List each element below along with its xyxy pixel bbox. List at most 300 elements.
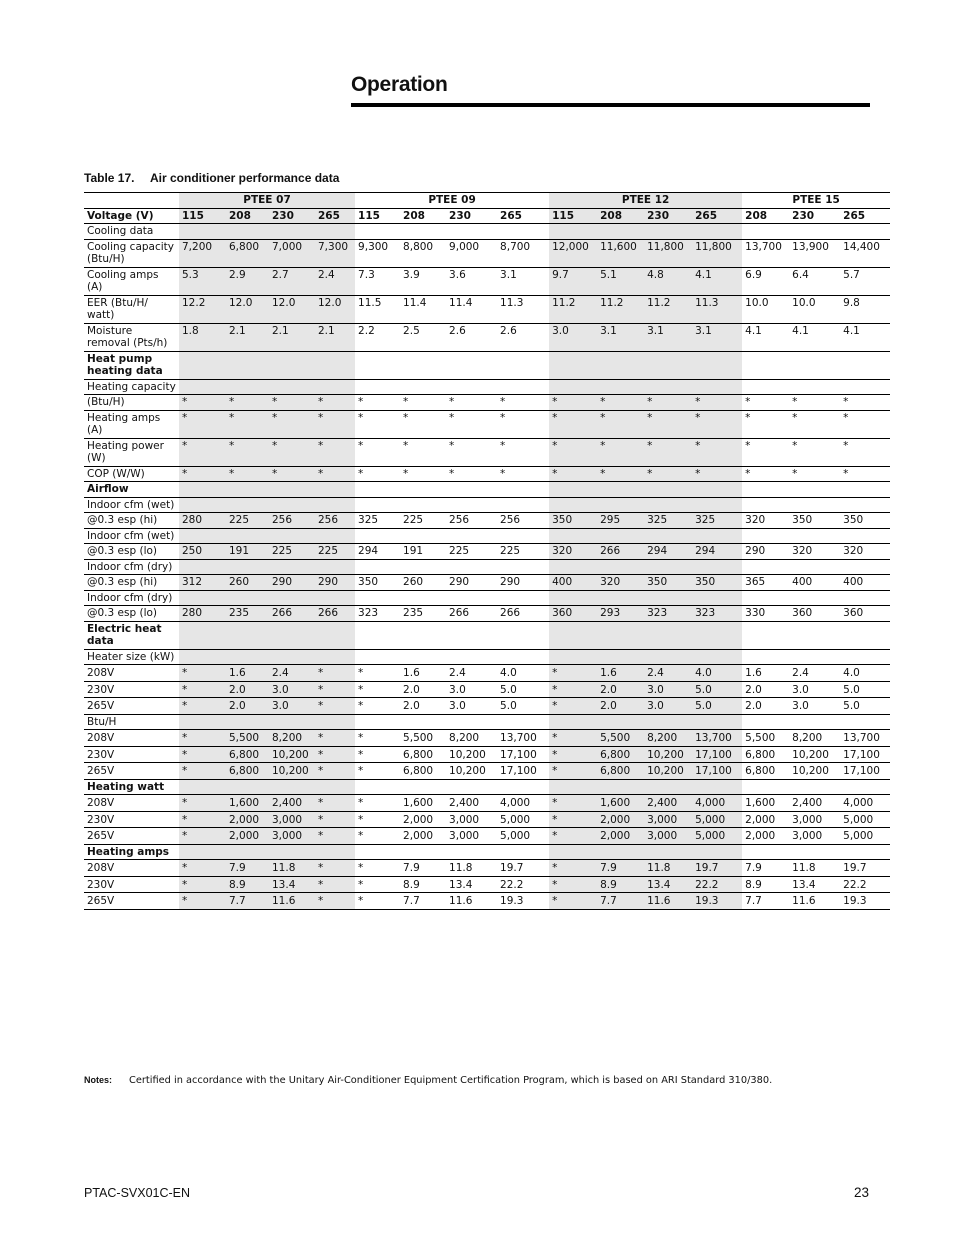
table-cell: 5,000 xyxy=(692,828,742,845)
table-cell: 4.0 xyxy=(692,665,742,682)
row-label: Airflow xyxy=(84,482,179,498)
row-label: 265V xyxy=(84,763,179,780)
table-cell xyxy=(446,649,497,665)
table-cell xyxy=(269,649,315,665)
table-cell xyxy=(742,714,789,730)
table-cell: * xyxy=(315,438,355,466)
table-cell: 266 xyxy=(497,606,549,622)
table-cell: 2,000 xyxy=(597,828,644,845)
table-cell: 11.2 xyxy=(549,295,597,323)
table-cell xyxy=(742,224,789,240)
model-header: PTEE 12 xyxy=(549,193,742,209)
voltage-header: 208 xyxy=(226,208,269,224)
table-cell: 225 xyxy=(497,544,549,560)
table-cell: 7.9 xyxy=(400,860,446,877)
table-cell: 225 xyxy=(446,544,497,560)
table-cell xyxy=(269,224,315,240)
table-cell xyxy=(400,528,446,544)
table-cell: * xyxy=(549,860,597,877)
table-cell xyxy=(789,590,840,606)
row-label: Indoor cfm (wet) xyxy=(84,528,179,544)
table-row xyxy=(84,379,890,395)
table-cell: 17,100 xyxy=(497,763,549,780)
section-title-rule xyxy=(351,103,870,107)
table-cell: 266 xyxy=(269,606,315,622)
table-cell: * xyxy=(597,438,644,466)
table-cell: 280 xyxy=(179,606,226,622)
table-cell: 8,700 xyxy=(497,239,549,267)
table-cell: * xyxy=(692,395,742,411)
table-cell: 350 xyxy=(549,513,597,529)
table-cell xyxy=(840,779,890,795)
row-label: Heating power (W) xyxy=(84,438,179,466)
table-cell: 13.4 xyxy=(446,876,497,893)
table-cell xyxy=(742,351,789,379)
table-cell xyxy=(692,351,742,379)
table-cell xyxy=(497,497,549,513)
table-cell: 6.9 xyxy=(742,267,789,295)
table-cell: * xyxy=(549,876,597,893)
table-cell: 4.1 xyxy=(692,267,742,295)
table-cell xyxy=(644,497,692,513)
table-cell xyxy=(315,224,355,240)
table-cell: 3.0 xyxy=(549,323,597,351)
table-cell xyxy=(226,649,269,665)
model-header: PTEE 15 xyxy=(742,193,890,209)
table-cell: 400 xyxy=(549,575,597,591)
table-cell: * xyxy=(742,410,789,438)
table-cell xyxy=(355,621,400,649)
table-cell: 2.1 xyxy=(315,323,355,351)
table-cell xyxy=(597,621,644,649)
table-cell xyxy=(179,224,226,240)
table-cell: 5,000 xyxy=(692,811,742,828)
table-cell xyxy=(315,559,355,575)
table-row xyxy=(84,410,890,438)
table-cell: 360 xyxy=(840,606,890,622)
table-cell: * xyxy=(226,410,269,438)
row-label: Cooling capacity (Btu/H) xyxy=(84,239,179,267)
table-cell xyxy=(789,379,840,395)
table-cell: * xyxy=(597,395,644,411)
table-cell: 290 xyxy=(315,575,355,591)
table-cell: 2.9 xyxy=(226,267,269,295)
table-cell: 5.7 xyxy=(840,267,890,295)
table-cell xyxy=(269,379,315,395)
table-cell: * xyxy=(315,698,355,715)
table-cell xyxy=(644,621,692,649)
table-cell: 12.0 xyxy=(269,295,315,323)
table-cell: 7.7 xyxy=(597,893,644,910)
table-cell: 256 xyxy=(315,513,355,529)
table-cell xyxy=(549,497,597,513)
table-cell: 3,000 xyxy=(269,811,315,828)
row-label: Heating capacity xyxy=(84,379,179,395)
table-cell xyxy=(355,559,400,575)
table-cell xyxy=(840,528,890,544)
table-cell xyxy=(497,714,549,730)
table-cell: 294 xyxy=(644,544,692,560)
table-cell xyxy=(497,224,549,240)
table-caption xyxy=(84,171,339,185)
row-label: Heating amps xyxy=(84,844,179,860)
table-cell xyxy=(692,649,742,665)
table-cell xyxy=(549,224,597,240)
table-cell xyxy=(497,351,549,379)
table-cell xyxy=(446,482,497,498)
model-header-row xyxy=(84,193,890,209)
table-cell: 266 xyxy=(315,606,355,622)
table-cell: * xyxy=(497,438,549,466)
table-cell: 2.0 xyxy=(400,698,446,715)
table-cell xyxy=(497,649,549,665)
table-cell: 1,600 xyxy=(742,795,789,812)
table-row xyxy=(84,323,890,351)
table-cell: * xyxy=(400,410,446,438)
voltage-header: 208 xyxy=(742,208,789,224)
table-cell: 3.0 xyxy=(269,698,315,715)
table-cell xyxy=(597,379,644,395)
row-label: Indoor cfm (wet) xyxy=(84,497,179,513)
table-cell: 320 xyxy=(549,544,597,560)
table-cell xyxy=(226,224,269,240)
table-cell: * xyxy=(400,438,446,466)
table-cell: 1.6 xyxy=(742,665,789,682)
table-cell: * xyxy=(355,410,400,438)
table-cell: * xyxy=(355,828,400,845)
table-cell: * xyxy=(179,795,226,812)
table-cell: 13,700 xyxy=(497,730,549,747)
table-cell: 8,800 xyxy=(400,239,446,267)
table-cell: 5,500 xyxy=(226,730,269,747)
table-cell: 10,200 xyxy=(789,763,840,780)
table-cell xyxy=(269,497,315,513)
table-cell: 1.6 xyxy=(597,665,644,682)
table-row xyxy=(84,860,890,877)
table-cell: * xyxy=(446,438,497,466)
table-cell xyxy=(644,779,692,795)
header-blank-cell xyxy=(84,193,179,209)
table-cell: 2,000 xyxy=(742,811,789,828)
table-cell: * xyxy=(226,438,269,466)
table-cell: 11.4 xyxy=(400,295,446,323)
table-cell: * xyxy=(269,410,315,438)
row-label: @0.3 esp (lo) xyxy=(84,544,179,560)
table-cell xyxy=(269,351,315,379)
table-cell: * xyxy=(179,665,226,682)
table-cell: 10.0 xyxy=(742,295,789,323)
table-cell: 350 xyxy=(789,513,840,529)
table-cell: 11.6 xyxy=(446,893,497,910)
table-cell xyxy=(400,497,446,513)
table-cell xyxy=(597,482,644,498)
table-cell: * xyxy=(179,395,226,411)
table-row xyxy=(84,621,890,649)
table-cell xyxy=(742,649,789,665)
table-cell: 5.0 xyxy=(692,698,742,715)
table-cell: * xyxy=(315,876,355,893)
table-row xyxy=(84,681,890,698)
table-cell xyxy=(597,559,644,575)
table-cell: 19.3 xyxy=(840,893,890,910)
table-cell: * xyxy=(355,438,400,466)
row-label: 208V xyxy=(84,730,179,747)
table-cell: 1.6 xyxy=(226,665,269,682)
table-cell xyxy=(597,844,644,860)
table-cell xyxy=(269,482,315,498)
table-cell xyxy=(355,649,400,665)
table-cell: 6,800 xyxy=(742,763,789,780)
table-cell: * xyxy=(742,438,789,466)
table-cell xyxy=(597,224,644,240)
table-cell: * xyxy=(315,410,355,438)
table-cell: 290 xyxy=(269,575,315,591)
table-cell xyxy=(315,482,355,498)
table-cell xyxy=(644,379,692,395)
table-cell xyxy=(789,649,840,665)
table-cell: * xyxy=(179,438,226,466)
table-cell xyxy=(692,621,742,649)
table-cell xyxy=(497,528,549,544)
table-cell: 3,000 xyxy=(446,811,497,828)
table-cell xyxy=(742,379,789,395)
table-row xyxy=(84,811,890,828)
table-cell xyxy=(840,497,890,513)
table-cell xyxy=(400,559,446,575)
table-cell: 350 xyxy=(840,513,890,529)
table-cell: 225 xyxy=(269,544,315,560)
row-label: COP (W/W) xyxy=(84,466,179,482)
table-cell: * xyxy=(355,763,400,780)
table-cell: 3,000 xyxy=(789,828,840,845)
table-cell: * xyxy=(179,828,226,845)
table-cell xyxy=(179,351,226,379)
table-cell: 2.0 xyxy=(742,681,789,698)
table-cell xyxy=(549,621,597,649)
table-cell: 4.8 xyxy=(644,267,692,295)
table-cell: 11.8 xyxy=(446,860,497,877)
table-row xyxy=(84,497,890,513)
table-cell xyxy=(179,714,226,730)
row-label: 230V xyxy=(84,876,179,893)
table-cell: * xyxy=(742,395,789,411)
table-cell: 6.4 xyxy=(789,267,840,295)
table-cell: 10,200 xyxy=(789,746,840,763)
table-cell: 6,800 xyxy=(226,763,269,780)
table-cell xyxy=(226,528,269,544)
table-cell: 7.3 xyxy=(355,267,400,295)
table-cell: * xyxy=(269,438,315,466)
table-cell: 400 xyxy=(789,575,840,591)
table-cell: 6,800 xyxy=(742,746,789,763)
table-row xyxy=(84,698,890,715)
table-cell xyxy=(549,649,597,665)
table-cell xyxy=(400,351,446,379)
row-label: Heating amps (A) xyxy=(84,410,179,438)
table-cell: 312 xyxy=(179,575,226,591)
table-cell: 295 xyxy=(597,513,644,529)
table-cell: * xyxy=(840,438,890,466)
table-cell xyxy=(400,224,446,240)
table-cell xyxy=(549,779,597,795)
table-row xyxy=(84,665,890,682)
table-cell: 13.4 xyxy=(269,876,315,893)
table-cell xyxy=(840,482,890,498)
table-cell: 360 xyxy=(549,606,597,622)
table-cell: 5.0 xyxy=(840,698,890,715)
table-cell: 2,000 xyxy=(597,811,644,828)
table-cell: * xyxy=(355,860,400,877)
table-cell: 7.7 xyxy=(742,893,789,910)
row-label: Indoor cfm (dry) xyxy=(84,590,179,606)
document-id: PTAC-SVX01C-EN xyxy=(84,1186,191,1200)
table-cell: 5.0 xyxy=(497,681,549,698)
performance-table xyxy=(84,192,890,910)
table-cell: 2.0 xyxy=(226,698,269,715)
table-cell: * xyxy=(400,466,446,482)
table-cell: * xyxy=(497,466,549,482)
table-cell xyxy=(644,649,692,665)
table-cell: 325 xyxy=(692,513,742,529)
table-cell: 22.2 xyxy=(840,876,890,893)
table-cell: 7.9 xyxy=(742,860,789,877)
table-cell: 9.7 xyxy=(549,267,597,295)
voltage-header: 265 xyxy=(840,208,890,224)
table-cell: 9,000 xyxy=(446,239,497,267)
table-cell: 4,000 xyxy=(497,795,549,812)
table-cell xyxy=(179,844,226,860)
table-cell: 3.0 xyxy=(446,698,497,715)
voltage-header: 208 xyxy=(597,208,644,224)
table-cell: 9,300 xyxy=(355,239,400,267)
table-cell xyxy=(789,714,840,730)
table-cell: 12.0 xyxy=(315,295,355,323)
table-row xyxy=(84,351,890,379)
table-cell: 3.1 xyxy=(644,323,692,351)
table-cell xyxy=(789,559,840,575)
table-cell xyxy=(355,351,400,379)
table-cell: 13,900 xyxy=(789,239,840,267)
table-cell: * xyxy=(446,466,497,482)
table-cell: 6,800 xyxy=(597,746,644,763)
page-number: 23 xyxy=(854,1185,870,1200)
table-cell: * xyxy=(315,730,355,747)
table-cell: 3.0 xyxy=(644,681,692,698)
table-cell: 4.0 xyxy=(840,665,890,682)
table-cell xyxy=(840,351,890,379)
table-cell: * xyxy=(446,395,497,411)
table-row xyxy=(84,395,890,411)
table-title: Air conditioner performance data xyxy=(150,171,340,185)
table-cell: * xyxy=(789,410,840,438)
table-row xyxy=(84,575,890,591)
table-cell xyxy=(179,559,226,575)
table-cell xyxy=(179,590,226,606)
table-cell: 9.8 xyxy=(840,295,890,323)
table-cell xyxy=(644,482,692,498)
table-cell xyxy=(742,482,789,498)
table-cell xyxy=(179,497,226,513)
table-cell xyxy=(400,482,446,498)
table-cell: 4,000 xyxy=(692,795,742,812)
table-cell xyxy=(549,590,597,606)
table-cell: * xyxy=(355,395,400,411)
table-cell xyxy=(742,844,789,860)
table-cell: 250 xyxy=(179,544,226,560)
row-label: Heat pump heating data xyxy=(84,351,179,379)
table-cell xyxy=(355,714,400,730)
table-cell: * xyxy=(789,466,840,482)
table-cell: 3.1 xyxy=(497,267,549,295)
voltage-header: 265 xyxy=(692,208,742,224)
table-cell xyxy=(226,559,269,575)
table-cell: * xyxy=(692,438,742,466)
table-cell: 3.0 xyxy=(644,698,692,715)
table-row xyxy=(84,267,890,295)
table-cell: * xyxy=(179,811,226,828)
table-cell: 320 xyxy=(742,513,789,529)
table-row xyxy=(84,528,890,544)
table-cell: 1,600 xyxy=(400,795,446,812)
row-label: (Btu/H) xyxy=(84,395,179,411)
table-cell: * xyxy=(226,395,269,411)
table-cell xyxy=(644,528,692,544)
table-cell xyxy=(179,649,226,665)
table-cell: 2.1 xyxy=(226,323,269,351)
table-cell: * xyxy=(549,466,597,482)
table-cell xyxy=(549,714,597,730)
table-cell: 256 xyxy=(269,513,315,529)
table-cell: * xyxy=(497,410,549,438)
table-cell: 19.7 xyxy=(497,860,549,877)
table-cell: 8,200 xyxy=(269,730,315,747)
table-cell: 3.0 xyxy=(269,681,315,698)
voltage-header: 230 xyxy=(269,208,315,224)
table-cell xyxy=(840,621,890,649)
row-label: Cooling amps (A) xyxy=(84,267,179,295)
table-cell xyxy=(226,379,269,395)
table-cell: * xyxy=(549,811,597,828)
table-cell: 4.1 xyxy=(742,323,789,351)
table-cell xyxy=(644,590,692,606)
table-cell: 294 xyxy=(692,544,742,560)
table-cell: 4.1 xyxy=(840,323,890,351)
table-cell: 293 xyxy=(597,606,644,622)
table-cell: 2,400 xyxy=(789,795,840,812)
table-cell: 11.2 xyxy=(597,295,644,323)
table-cell xyxy=(315,621,355,649)
table-cell: * xyxy=(315,681,355,698)
row-label: 208V xyxy=(84,795,179,812)
table-cell: 2.4 xyxy=(315,267,355,295)
table-cell: 3.0 xyxy=(789,698,840,715)
table-cell: 225 xyxy=(226,513,269,529)
table-cell: 8.9 xyxy=(400,876,446,893)
row-label: Cooling data xyxy=(84,224,179,240)
table-cell: 11.3 xyxy=(692,295,742,323)
table-cell xyxy=(549,351,597,379)
table-cell: * xyxy=(179,763,226,780)
table-cell: * xyxy=(179,698,226,715)
table-cell: 12.2 xyxy=(179,295,226,323)
table-cell xyxy=(789,482,840,498)
table-cell: * xyxy=(692,466,742,482)
table-cell xyxy=(840,649,890,665)
table-cell: 323 xyxy=(644,606,692,622)
table-cell: * xyxy=(179,893,226,910)
table-cell: 2.6 xyxy=(446,323,497,351)
table-cell xyxy=(179,379,226,395)
